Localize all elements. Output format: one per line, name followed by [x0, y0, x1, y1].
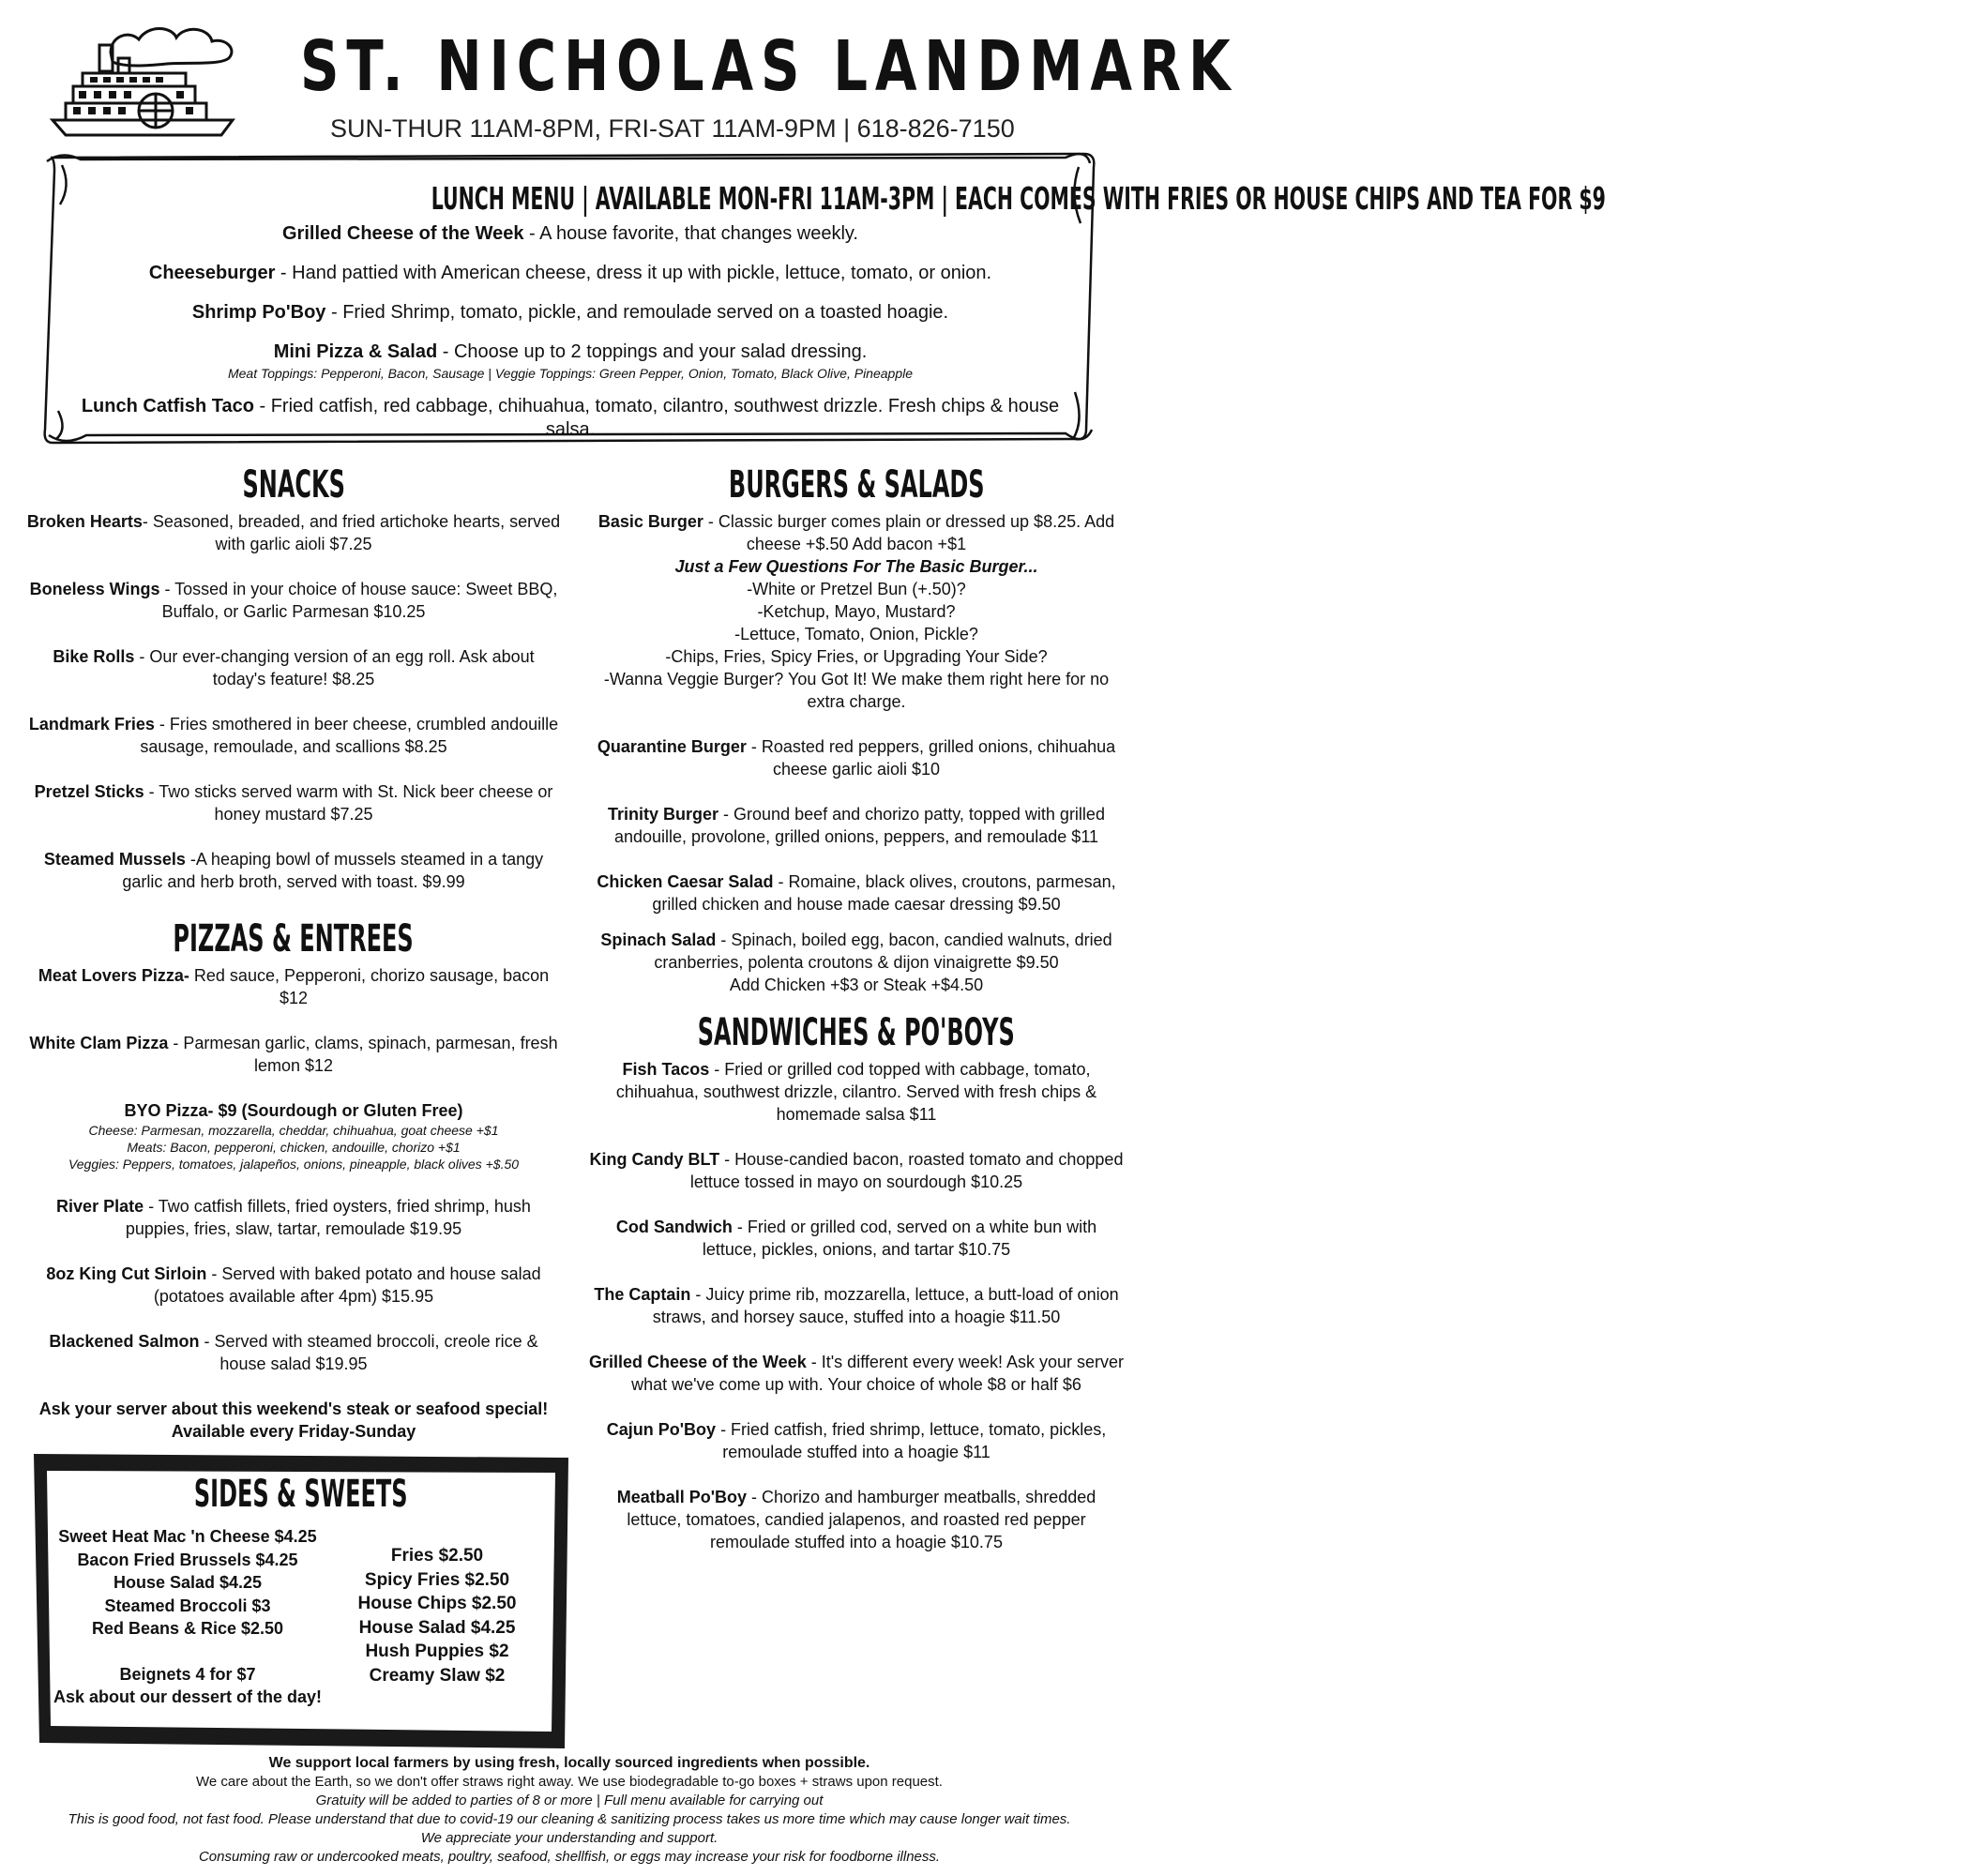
sides-box: [34, 1452, 568, 1748]
lunch-item: Grilled Cheese of the Week - A house favorite, that changes weekly.: [281, 223, 858, 244]
burger-option: -Lettuce, Tomato, Onion, Pickle?: [734, 625, 978, 643]
list-item: Steamed Broccoli $3: [104, 1596, 271, 1615]
lunch-item: Shrimp Po'Boy - Fried Shrimp, tomato, pickle, and remoulade served on a toasted hoagie.: [191, 302, 949, 323]
list-item: Fries $2.50: [390, 1546, 484, 1566]
burger-option: -Wanna Veggie Burger? You Got It! We make them right here for no extra charge.: [603, 670, 1110, 711]
menu-item: Steamed Mussels -A heaping bowl of mussels steamed in a tangy garlic and herb broth, served with toast. $9.99: [43, 850, 544, 891]
list-item: Beignets 4 for $7: [119, 1664, 256, 1684]
list-item: House Salad $4.25: [358, 1617, 516, 1638]
menu-item: Broken Hearts- Seasoned, breaded, and fried artichoke hearts, served with garlic aioli $7.25: [26, 512, 561, 553]
riverboat-icon: [45, 17, 242, 148]
byo-veggies: Veggies: Peppers, tomatoes, jalapeños, onions, pineapple, black olives +$.50: [68, 1157, 520, 1172]
list-item: Spicy Fries $2.50: [364, 1569, 510, 1590]
lunch-content: [71, 180, 1606, 458]
sides-left-list: [47, 1525, 328, 1709]
sides-right-list: [343, 1544, 531, 1687]
footer-line: We support local farmers by using fresh, locally sourced ingredients when possible.: [268, 1755, 870, 1771]
section-title-burgers: BURGERS & SALADS: [728, 463, 985, 507]
hours-phone: SUN-THUR 11AM-8PM, FRI-SAT 11AM-9PM | 618-826-7150: [330, 114, 1015, 143]
footer: [56, 1754, 1082, 1867]
dessert-note: Ask about our dessert of the day!: [53, 1687, 323, 1706]
burger-question: Just a Few Questions For The Basic Burger...: [674, 557, 1038, 576]
list-item: House Salad $4.25: [113, 1573, 263, 1592]
lunch-item: Mini Pizza & Salad - Choose up to 2 toppings and your salad dressing. Meat Toppings: Pepperoni, Bacon, Sausage | Veggie Toppings: Green Pepper, Onion, Tomato, Black Olive, Pineapple: [71, 340, 1069, 382]
menu-item: Meatball Po'Boy - Chorizo and hamburger meatballs, shredded lettuce, tomatoes, candied jalapenos, and roasted red pepper remoulade stuffed into a hoagie $10.75: [616, 1488, 1096, 1551]
salad-addon: Add Chicken +$3 or Steak +$4.50: [729, 976, 984, 994]
right-column: [589, 463, 1124, 1576]
menu-item: Grilled Cheese of the Week - It's different every week! Ask your server what we've come up with. Your choice of whole $8 or half $6: [589, 1353, 1124, 1394]
list-item: House Chips $2.50: [357, 1594, 517, 1613]
menu-item: Trinity Burger - Ground beef and chorizo patty, topped with grilled andouille, provolone, grilled onions, peppers, and remoulade $11: [608, 805, 1105, 846]
menu-item: Chicken Caesar Salad - Romaine, black olives, croutons, parmesan, grilled chicken and house made caesar dressing $9.50: [597, 872, 1116, 914]
menu-item: Boneless Wings - Tossed in your choice of house sauce: Sweet BBQ, Buffalo, or Garlic Parmesan $10.25: [29, 580, 558, 621]
weekend-special: Ask your server about this weekend's steak or seafood special! Available every Friday-Sunday: [38, 1399, 549, 1441]
section-title-pizzas: PIZZAS & ENTREES: [173, 917, 415, 961]
section-title-sides: SIDES & SWEETS: [194, 1473, 408, 1516]
menu-item: 8oz King Cut Sirloin - Served with baked potato and house salad (potatoes available after 4pm) $15.95: [46, 1264, 541, 1306]
header: [0, 0, 1238, 150]
menu-item: Cajun Po'Boy - Fried catfish, fried shrimp, lettuce, tomato, pickles, remoulade stuffed into a hoagie $11: [606, 1420, 1107, 1461]
footer-line: Consuming raw or undercooked meats, poultry, seafood, shellfish, or eggs may increase your risk for foodborne illness.: [198, 1849, 941, 1865]
menu-item: River Plate - Two catfish fillets, fried oysters, fried shrimp, hush puppies, fries, slaw, tartar, remoulade $19.95: [56, 1197, 531, 1238]
lunch-item: Lunch Catfish Taco - Fried catfish, red cabbage, chihuahua, tomato, cilantro, southwest drizzle. Fresh chips & house salsa.: [81, 396, 1060, 440]
list-item: Hush Puppies $2: [365, 1642, 509, 1661]
lunch-heading: LUNCH MENU | AVAILABLE MON-FRI 11AM-3PM | EACH COMES WITH FRIES OR HOUSE CHIPS AND TEA FOR $9: [431, 180, 1606, 217]
list-item: Bacon Fried Brussels $4.25: [77, 1550, 298, 1569]
spinach-salad: Spinach Salad - Spinach, boiled egg, bacon, candied walnuts, dried cranberries, polenta croutons & dijon vinaigrette $9.50 Add Chicken +$3 or Steak +$4.50: [589, 929, 1124, 996]
list-item: Creamy Slaw $2: [369, 1665, 506, 1686]
basic-burger: Basic Burger - Classic burger comes plain or dressed up $8.25. Add cheese +$.50 Add bacon +$1 Just a Few Questions For The Basic Burger... -White or Pretzel Bun (+.50)? -Ketchup, Mayo, Mustard? -Lettuce, Tomato, Onion, Pickle? -Chips, Fries, Spicy Fries, or Upgrading Your Side? -Wanna Veggie Burger? You Got It! We make them right here for no extra charge.: [589, 510, 1124, 713]
burger-option: -White or Pretzel Bun (+.50)?: [747, 580, 966, 598]
burger-option: -Chips, Fries, Spicy Fries, or Upgrading Your Side?: [665, 647, 1048, 666]
menu-item: King Candy BLT - House-candied bacon, roasted tomato and chopped lettuce tossed in mayo on sourdough $10.25: [589, 1150, 1124, 1191]
section-title-sandwiches: SANDWICHES & PO'BOYS: [697, 1011, 1016, 1054]
menu-item: The Captain - Juicy prime rib, mozzarella, lettuce, a butt-load of onion straws, and horsey sauce, stuffed into a hoagie $11.50: [594, 1285, 1119, 1326]
left-column: [26, 463, 561, 1465]
byo-meats: Meats: Bacon, pepperoni, chicken, andouille, chorizo +$1: [127, 1140, 461, 1155]
menu-item: Cod Sandwich - Fried or grilled cod, served on a white bun with lettuce, pickles, onions, and tartar $10.75: [615, 1218, 1097, 1259]
burger-option: -Ketchup, Mayo, Mustard?: [757, 602, 956, 621]
menu-item: White Clam Pizza - Parmesan garlic, clams, spinach, parmesan, fresh lemon $12: [29, 1034, 558, 1075]
lunch-menu-box: [43, 148, 1606, 446]
menu-item: Landmark Fries - Fries smothered in beer cheese, crumbled andouille sausage, remoulade, and scallions $8.25: [28, 715, 559, 756]
byo-cheese: Cheese: Parmesan, mozzarella, cheddar, chihuahua, goat cheese +$1: [88, 1123, 499, 1138]
byo-pizza: BYO Pizza- $9 (Sourdough or Gluten Free) Cheese: Parmesan, mozzarella, cheddar, chihuahua, goat cheese +$1 Meats: Bacon, pepperoni, chicken, andouille, chorizo +$1 Veggies: Peppers, tomatoes, jalapeños, onions, pineapple, black olives +$.50: [26, 1099, 561, 1172]
footer-line: This is good food, not fast food. Please understand that due to covid-19 our cleaning & sanitizing process takes us more time which may cause longer wait times. We appreciate your understanding and support.: [68, 1811, 1071, 1846]
menu-item: Pretzel Sticks - Two sticks served warm with St. Nick beer cheese or honey mustard $7.25: [34, 782, 553, 824]
footer-line: We care about the Earth, so we don't offer straws right away. We use biodegradable to-go boxes + straws upon request.: [196, 1774, 943, 1790]
list-item: Red Beans & Rice $2.50: [91, 1619, 284, 1638]
menu-item: Bike Rolls - Our ever-changing version of an egg roll. Ask about today's feature! $8.25: [53, 647, 535, 688]
menu-item: Meat Lovers Pizza- Red sauce, Pepperoni, chorizo sausage, bacon $12: [38, 966, 550, 1007]
section-title-snacks: SNACKS: [242, 463, 345, 507]
page-title: ST. NICHOLAS LANDMARK: [300, 26, 1238, 107]
menu-item: Fish Tacos - Fried or grilled cod topped with cabbage, tomato, chihuahua, southwest drizzle, cilantro. Served with fresh chips & homemade salsa $11: [615, 1060, 1097, 1124]
list-item: Sweet Heat Mac 'n Cheese $4.25: [58, 1527, 317, 1546]
lunch-item: Cheeseburger - Hand pattied with American cheese, dress it up with pickle, lettuce, tomato, or onion.: [148, 263, 992, 283]
menu-item: Quarantine Burger - Roasted red peppers, grilled onions, chihuahua cheese garlic aioli $10: [597, 737, 1116, 779]
topping-note: Meat Toppings: Pepperoni, Bacon, Sausage | Veggie Toppings: Green Pepper, Onion, Tomato, Black Olive, Pineapple: [227, 366, 914, 381]
menu-item: Blackened Salmon - Served with steamed broccoli, creole rice & house salad $19.95: [49, 1332, 538, 1373]
footer-line: Gratuity will be added to parties of 8 or more | Full menu available for carrying out: [315, 1793, 824, 1808]
